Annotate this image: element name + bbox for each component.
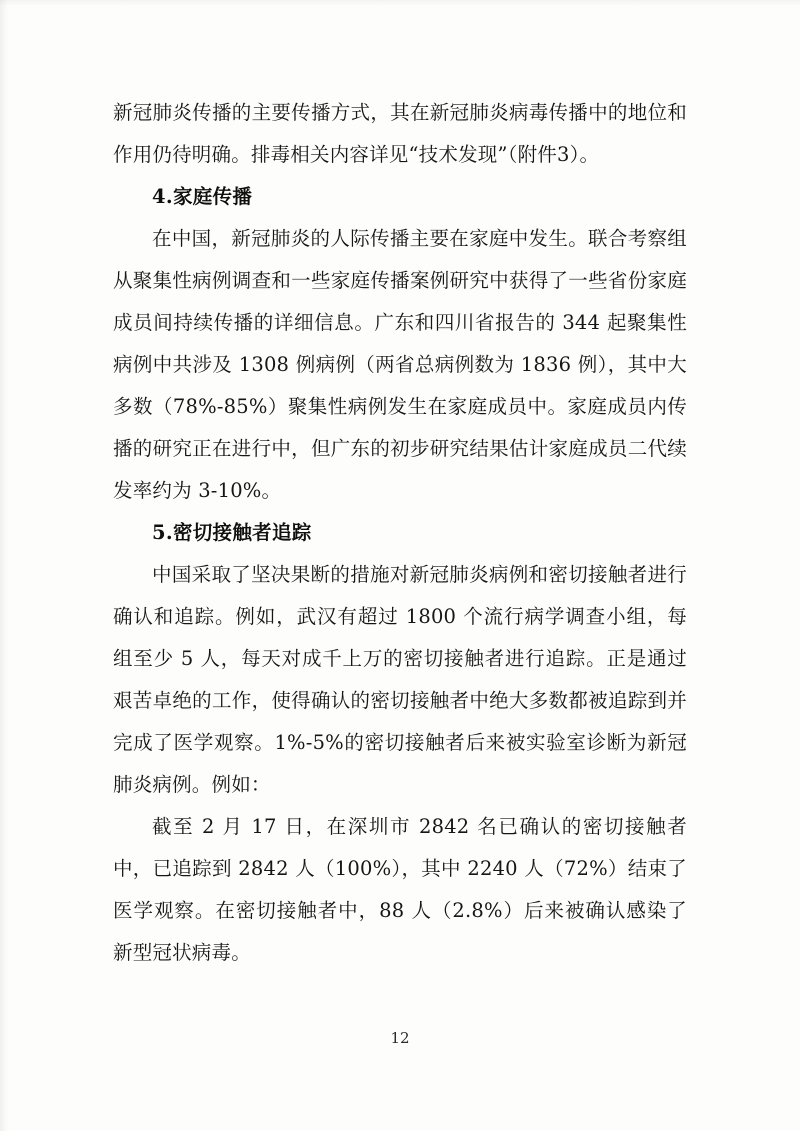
page-content (113, 92, 687, 974)
scan-edge-left (0, 0, 8, 1131)
page-number: 12 (390, 1029, 410, 1047)
section-heading-5: 5.密切接触者追踪 (152, 521, 312, 544)
section-heading-4: 4.家庭传播 (152, 185, 253, 208)
paragraph-family-transmission: 在中国，新冠肺炎的人际传播主要在家庭中发生。联合考察组从聚集性病例调查和一些家庭传播案例研究中获得了一些省份家庭成员间持续传播的详细信息。广东和四川省报告的 344 起聚集性病例中共涉及 1308 例病例（两省总病例数为 1836 例），其中大多数（78%-85%）聚集性病例发生在家庭成员中。家庭成员内传播的研究正在进行中，但广东的初步研究结果估计家庭成员二代续发率约为 3-10%。 (113, 227, 687, 502)
paragraph-continuation: 新冠肺炎传播的主要传播方式，其在新冠肺炎病毒传播中的地位和作用仍待明确。排毒相关内容详见“技术发现”（附件3）。 (113, 101, 687, 166)
paragraph-contact-tracing: 中国采取了坚决果断的措施对新冠肺炎病例和密切接触者进行确认和追踪。例如，武汉有超过 1800 个流行病学调查小组，每组至少 5 人，每天对成千上万的密切接触者进行追踪。正是通过艰苦卓绝的工作，使得确认的密切接触者中绝大多数都被追踪到并完成了医学观察。1%-5%的密切接触者后来被实验室诊断为新冠肺炎病例。例如： (113, 563, 687, 796)
paragraph-shenzhen-example: 截至 2 月 17 日，在深圳市 2842 名已确认的密切接触者中，已追踪到 2842 人（100%），其中 2240 人（72%）结束了医学观察。在密切接触者中，88 人（2.8%）后来被确认感染了新型冠状病毒。 (113, 815, 687, 964)
scan-edge-top (0, 0, 800, 6)
